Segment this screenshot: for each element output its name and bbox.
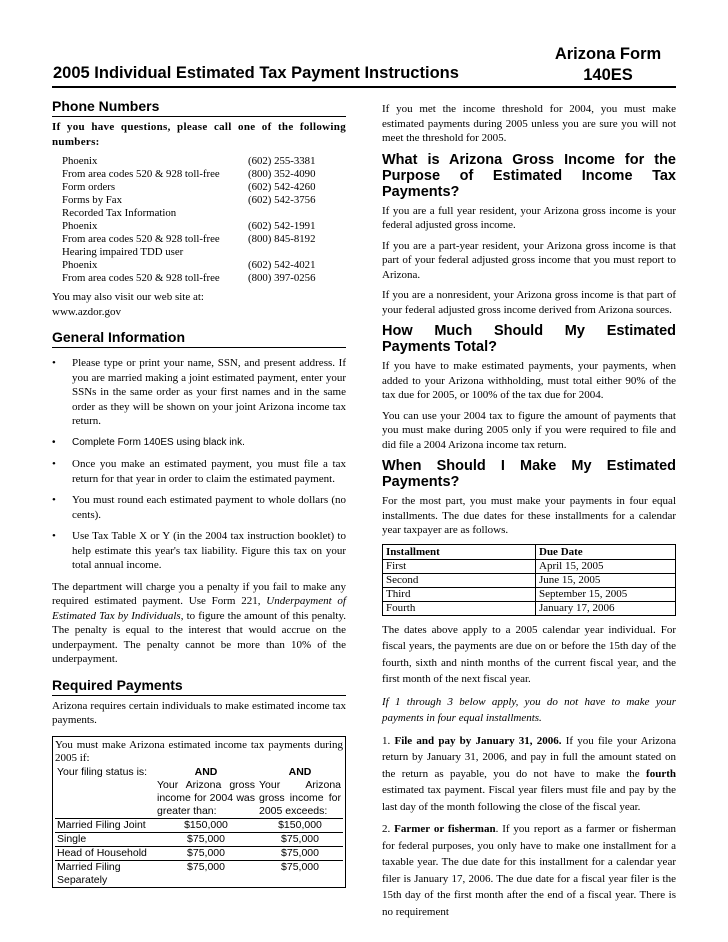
list-item: • You must round each estimated payment to whole dollars (no cents). [52, 493, 346, 522]
phone-number: (602) 542-4260 [248, 181, 316, 193]
table-row [383, 559, 676, 573]
table-row [55, 846, 343, 860]
filing-status: Single [55, 832, 155, 846]
phone-label: Phoenix [62, 259, 98, 271]
table-row [383, 587, 676, 601]
penalty-text-1: The department will charge you a penalty if you fail to make any required estimated payment. Use Form 221, [52, 580, 346, 607]
phone-label: Forms by Fax [62, 194, 122, 206]
due-date-cell: September 15, 2005 [536, 587, 676, 601]
web-site-link[interactable]: You may also visit our web site at: www.azdor.gov [52, 291, 204, 318]
form-221-title: Underpayment of Estimated Tax by Individuals [52, 595, 346, 622]
gross-income-nonresident: If you are a nonresident, your Arizona gross income is that part of your federal adjusted gross income derived from Arizona sources. [382, 289, 676, 316]
item-1-title: File and pay by January 31, 2006. [394, 734, 562, 747]
phone-number: (602) 542-3756 [248, 194, 316, 206]
due-date-cell: April 15, 2005 [536, 559, 676, 573]
phone-label: Phoenix [62, 220, 98, 232]
phone-label: Form orders [62, 181, 116, 193]
penalty-paragraph [52, 580, 346, 667]
income-2004-header: Your Arizona gross income for 2004 was greater than: [157, 778, 255, 817]
phone-number: (602) 542-1991 [248, 220, 316, 232]
title-divider [52, 86, 676, 88]
general-information-heading: General Information [52, 325, 346, 348]
table-row [383, 601, 676, 615]
list-item: • Once you make an estimated payment, you must file a tax return for that year in order to claim the estimated payment. [52, 457, 346, 486]
phone-number: (800) 352-4090 [248, 168, 316, 180]
and-label: AND [194, 765, 218, 778]
phone-intro: If you have questions, please call one of the following numbers: [52, 121, 346, 148]
installment-cell: Second [383, 573, 536, 587]
income-2005: $150,000 [257, 818, 343, 832]
installment-cell: First [383, 559, 536, 573]
table-row [55, 832, 343, 846]
right-column [382, 102, 676, 926]
item-1-text: If you file your Arizona return by January 31, 2006, and pay in full the amount stated on the return as payable, you do not have to make the [382, 734, 677, 780]
due-date-header: Due Date [536, 544, 676, 559]
requirements-box [52, 736, 346, 888]
how-much-heading: How Much Should My Estimated Payments Total? [382, 323, 676, 355]
and-label: AND [288, 765, 312, 778]
item-1-fourth: fourth [646, 767, 676, 780]
document-title: 2005 Individual Estimated Tax Payment Instructions [53, 64, 459, 82]
due-date-cell: June 15, 2005 [536, 573, 676, 587]
status-column-header: Your filing status is: [57, 765, 148, 778]
phone-number: (602) 542-4021 [248, 259, 316, 271]
installment-cell: Third [383, 587, 536, 601]
form-title [540, 44, 676, 86]
phone-numbers-heading: Phone Numbers [52, 94, 346, 117]
penalty-text-2: , to figure the amount of this penalty. The penalty is equal to the interest that would accrue on the underpayment. The penalty cannot be more than 10% of the underpayment. [52, 609, 346, 665]
phone-number [248, 246, 348, 259]
phone-label: From area codes 520 & 928 toll-free [62, 168, 220, 180]
income-2004: $75,000 [155, 860, 257, 887]
gross-income-full-year: If you are a full year resident, your Arizona gross income is your federal adjusted gross income. [382, 204, 676, 231]
list-item: • Complete Form 140ES using black ink. [52, 436, 346, 451]
requirements-box-heading: You must make Arizona estimated income tax payments during 2005 if: [55, 738, 343, 764]
item-1-number: 1. [382, 734, 395, 747]
list-item: • Use Tax Table X or Y (in the 2004 tax instruction booklet) to help estimate this year's tax liability. Figure this tax on your total annual income. [52, 529, 346, 573]
required-intro: Arizona requires certain individuals to make estimated income tax payments. [52, 699, 346, 726]
item-2-title: Farmer or fisherman [394, 823, 496, 835]
how-much-paragraph-2: You can use your 2004 tax to figure the amount of payments that you must make during 2005 only if you were required to file and did file a 2004 Arizona income tax return. [382, 409, 676, 451]
phone-list [62, 155, 346, 285]
required-payments-heading: Required Payments [52, 673, 346, 696]
requirements-table [55, 766, 343, 887]
form-title-line1: Arizona Form [554, 45, 662, 63]
gross-income-part-year: If you are a part-year resident, your Arizona gross income is that part of your federal adjusted gross income that you must report to Arizona. [382, 239, 676, 281]
general-bullets [52, 356, 346, 573]
table-row [383, 573, 676, 587]
due-date-cell: January 17, 2006 [536, 601, 676, 615]
phone-label: Phoenix [62, 155, 98, 167]
income-2005: $75,000 [257, 860, 343, 887]
left-column [52, 94, 346, 888]
income-2005-header: Your Arizona gross income for 2005 exceeds: [259, 778, 341, 817]
item-2-paragraph [382, 821, 676, 920]
item-1-paragraph [382, 733, 676, 816]
item-1-text-end: estimated tax payment. Fiscal year filers must file and pay by the last day of the month following the close of the fiscal year. [382, 784, 676, 813]
when-heading: When Should I Make My Estimated Payments? [382, 458, 676, 490]
phone-label: From area codes 520 & 928 toll-free [62, 233, 220, 245]
gross-income-heading: What is Arizona Gross Income for the Purpose of Estimated Income Tax Payments? [382, 151, 676, 200]
when-paragraph: For the most part, you must make your payments in four equal installments. The due dates for these installments for a calendar year taxpayer are as follows. [382, 495, 676, 536]
income-2005: $75,000 [257, 832, 343, 846]
item-2-number: 2. [382, 823, 395, 835]
income-2005: $75,000 [257, 846, 343, 860]
due-date-table [382, 544, 676, 616]
filing-status: Head of Household [55, 846, 155, 860]
phone-label: Recorded Tax Information [62, 207, 177, 219]
income-2004: $150,000 [155, 818, 257, 832]
installment-cell: Fourth [383, 601, 536, 615]
table-row [55, 818, 343, 832]
phone-number [248, 207, 348, 220]
phone-label: From area codes 520 & 928 toll-free [62, 272, 220, 284]
phone-label: Hearing impaired TDD user [62, 246, 184, 258]
list-item: • Please type or print your name, SSN, and present address. If you are married making a joint estimated payment, enter your SSNs in the same order as your first names and in the same order as they will be shown on your joint Arizona income tax return. [52, 356, 346, 429]
income-2004: $75,000 [155, 832, 257, 846]
dates-note: The dates above apply to a 2005 calendar year individual. For fiscal years, the payments are due on or before the 15th day of the fourth, sixth and ninth months of the current fiscal year, and the first month of the next fiscal year. [382, 623, 676, 685]
threshold-note: If you met the income threshold for 2004, you must make estimated payments during 2005 unless you are sure you will not meet the threshold for 2005. [382, 103, 676, 144]
filing-status: Married Filing Separately [55, 860, 155, 887]
income-2004: $75,000 [155, 846, 257, 860]
installment-header: Installment [383, 544, 536, 559]
how-much-paragraph-1: If you have to make estimated payments, your payments, when added to your Arizona withholding, must total either 90% of the tax due for 2005, or 100% of the tax due for 2004. [382, 360, 676, 401]
filing-status: Married Filing Joint [55, 818, 155, 832]
phone-number: (800) 845-8192 [248, 233, 316, 245]
form-title-line2: 140ES [583, 66, 633, 84]
item-2-text: . If you report as a farmer or fisherman for federal purposes, you only have to make one installment for a taxable year. The due date for this installment for a calendar year filer is January 17, 2006. The due date for a fiscal year filer is the 15th day of the first month after the end of a fiscal year. There is no requirement [382, 823, 677, 918]
phone-number: (800) 397-0256 [248, 272, 316, 284]
table-row [55, 860, 343, 887]
phone-number: (602) 255-3381 [248, 155, 316, 167]
installment-exception-note: If 1 through 3 below apply, you do not have to make your payments in four equal installments. [382, 695, 676, 724]
